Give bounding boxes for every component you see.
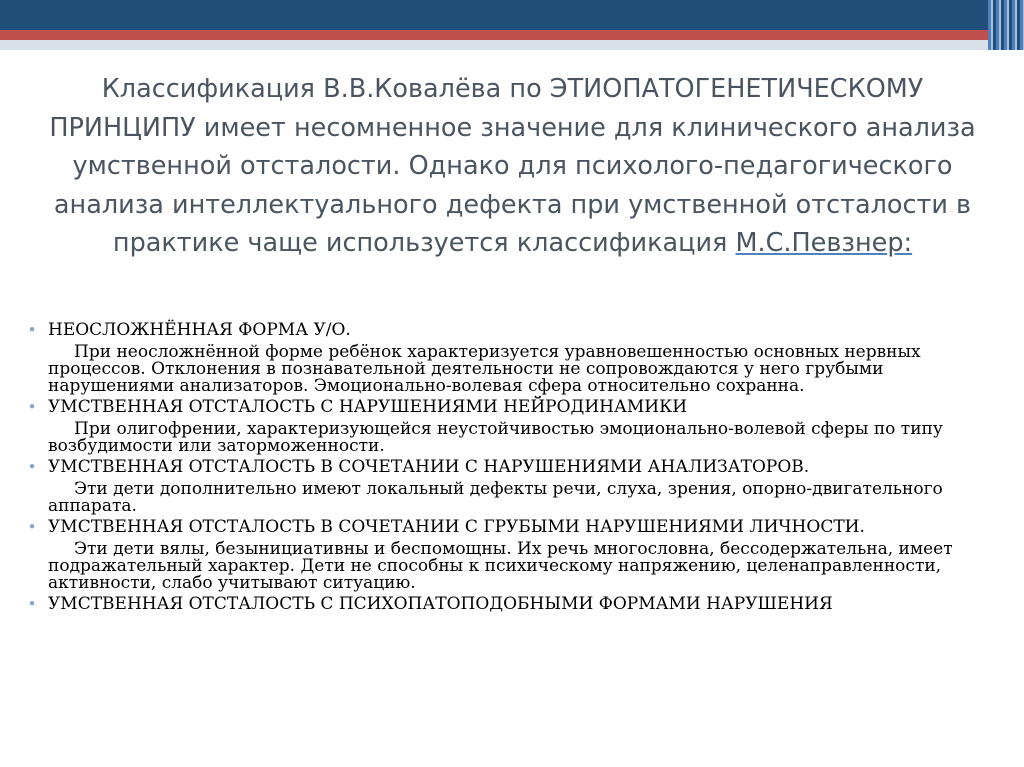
item-description: При олигофрении, характеризующейся неустойчивостью эмоционально-волевой сферы по типу возбудимости или заторможенности. bbox=[48, 419, 943, 456]
item-heading: УМСТВЕННАЯ ОТСТАЛОСТЬ С НАРУШЕНИЯМИ НЕЙРОДИНАМИКИ bbox=[48, 397, 688, 417]
item-description: Эти дети дополнительно имеют локальный дефекты речи, слуха, зрения, опорно-двигательного аппарата. bbox=[48, 479, 943, 516]
list-item bbox=[22, 396, 962, 455]
title-link-pevzner[interactable]: М.С.Певзнер: bbox=[735, 228, 913, 258]
header-band-red bbox=[0, 30, 1024, 40]
bullet-icon: • bbox=[27, 518, 37, 536]
title-text: Классификация В.В.Ковалёва по ЭТИОПАТОГЕНЕТИЧЕСКОМУ ПРИНЦИПУ имеет несомненное значение для клинического анализа умственной отсталости. Однако для психолого-педагогического анализа интеллектуального дефекта при умственной отсталости в практике чаще используется классификация bbox=[49, 74, 976, 258]
item-description: При неосложнённой форме ребёнок характеризуется уравновешенностью основных нервных процессов. Отклонения в познавательной деятельности не сопровождаются у него грубыми нарушениями анализаторов. Эмоционально-волевая сфера относительно сохранна. bbox=[48, 342, 921, 396]
slide-title bbox=[30, 70, 995, 263]
item-heading: УМСТВЕННАЯ ОТСТАЛОСТЬ В СОЧЕТАНИИ С НАРУШЕНИЯМИ АНАЛИЗАТОРОВ. bbox=[48, 457, 810, 477]
item-heading: НЕОСЛОЖНЁННАЯ ФОРМА У/О. bbox=[48, 320, 351, 340]
list-item bbox=[22, 593, 962, 615]
item-description: Эти дети вялы, безынициативны и беспомощны. Их речь многословна, бессодержательна, имеет подражательный характер. Дети не способны к психическому напряжению, целенаправленности, активности, слабо учитывают ситуацию. bbox=[48, 539, 953, 593]
header-band-blue bbox=[0, 0, 1024, 30]
bullet-icon: • bbox=[27, 321, 37, 339]
classification-list bbox=[22, 319, 962, 615]
header-band-grey bbox=[0, 40, 1024, 50]
bullet-icon: • bbox=[27, 458, 37, 476]
header-stripes bbox=[988, 0, 1024, 50]
bullet-icon: • bbox=[27, 595, 37, 613]
item-heading: УМСТВЕННАЯ ОТСТАЛОСТЬ В СОЧЕТАНИИ С ГРУБЫМИ НАРУШЕНИЯМИ ЛИЧНОСТИ. bbox=[48, 517, 865, 537]
list-item bbox=[22, 456, 962, 515]
list-item bbox=[22, 319, 962, 395]
item-heading: УМСТВЕННАЯ ОТСТАЛОСТЬ С ПСИХОПАТОПОДОБНЫМИ ФОРМАМИ НАРУШЕНИЯ bbox=[48, 594, 833, 614]
bullet-icon: • bbox=[27, 398, 37, 416]
list-item bbox=[22, 516, 962, 592]
